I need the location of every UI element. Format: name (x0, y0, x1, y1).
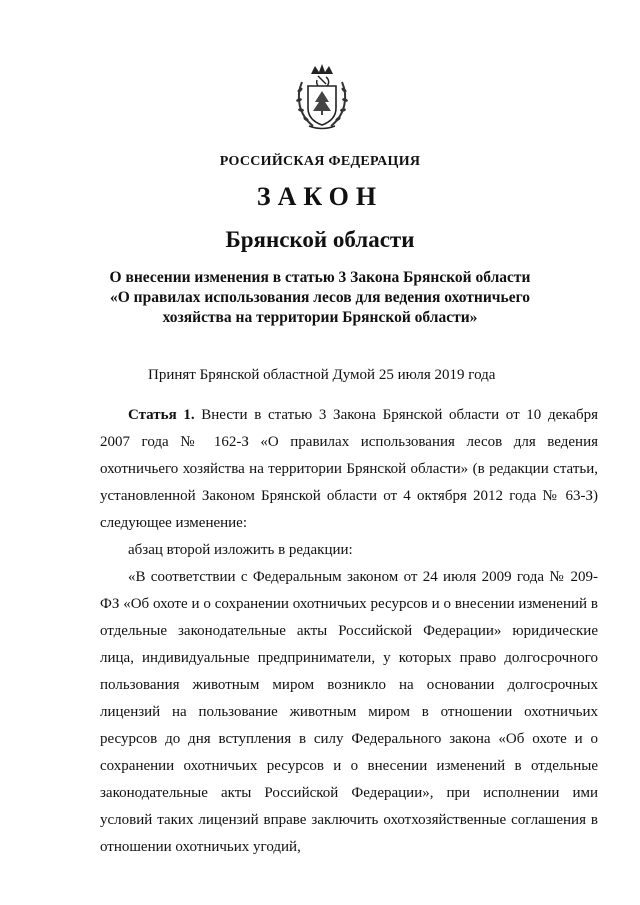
article-1-paragraph (100, 402, 598, 537)
law-body (100, 402, 598, 861)
amendment-instruction: абзац второй изложить в редакции: (128, 542, 353, 558)
coat-of-arms-icon (293, 62, 351, 132)
article-1-text: Внести в статью 3 Закона Брянской области от 10 декабря 2007 года № 162-З «О правилах использования лесов для ведения охотничьего хозяйства на территории Брянской области» (в редакции статьи, установленной Законом Брянской области от 4 октября 2012 года № 63-З) следующее изменение: (100, 407, 598, 531)
law-title-line: «О правилах использования лесов для ведения охотничьего (110, 289, 530, 306)
law-title (96, 268, 544, 328)
amendment-text: «В соответствии с Федеральным законом от 24 июля 2009 года № 209-ФЗ «Об охоте и о сохранении охотничьих ресурсов и о внесении изменений в отдельные законодательные акты Российской Федерации» юридические лица, индивидуальные предприниматели, у которых право долгосрочного пользования животным миром возникло на основании долгосрочных лицензий на пользование животным миром в отношении охотничьих ресурсов до дня вступления в силу Федерального закона «Об охоте и о сохранении охотничьих ресурсов и о внесении изменений в отдельные законодательные акты Российской Федерации», при исполнении ими условий таких лицензий вправе заключить охотхозяйственные соглашения в отношении охотничьих угодий, (100, 569, 598, 855)
article-label: Статья 1. (128, 407, 195, 423)
law-title-line: О внесении изменения в статью 3 Закона Брянской области (109, 269, 531, 286)
country-heading: РОССИЙСКАЯ ФЕДЕРАЦИЯ (219, 154, 421, 169)
document-kind-heading: ЗАКОН (256, 182, 384, 211)
region-heading: Брянской области (225, 227, 415, 252)
law-title-line: хозяйства на территории Брянской области» (162, 309, 478, 326)
adoption-note: Принят Брянской областной Думой 25 июля 2019 года (148, 367, 496, 383)
